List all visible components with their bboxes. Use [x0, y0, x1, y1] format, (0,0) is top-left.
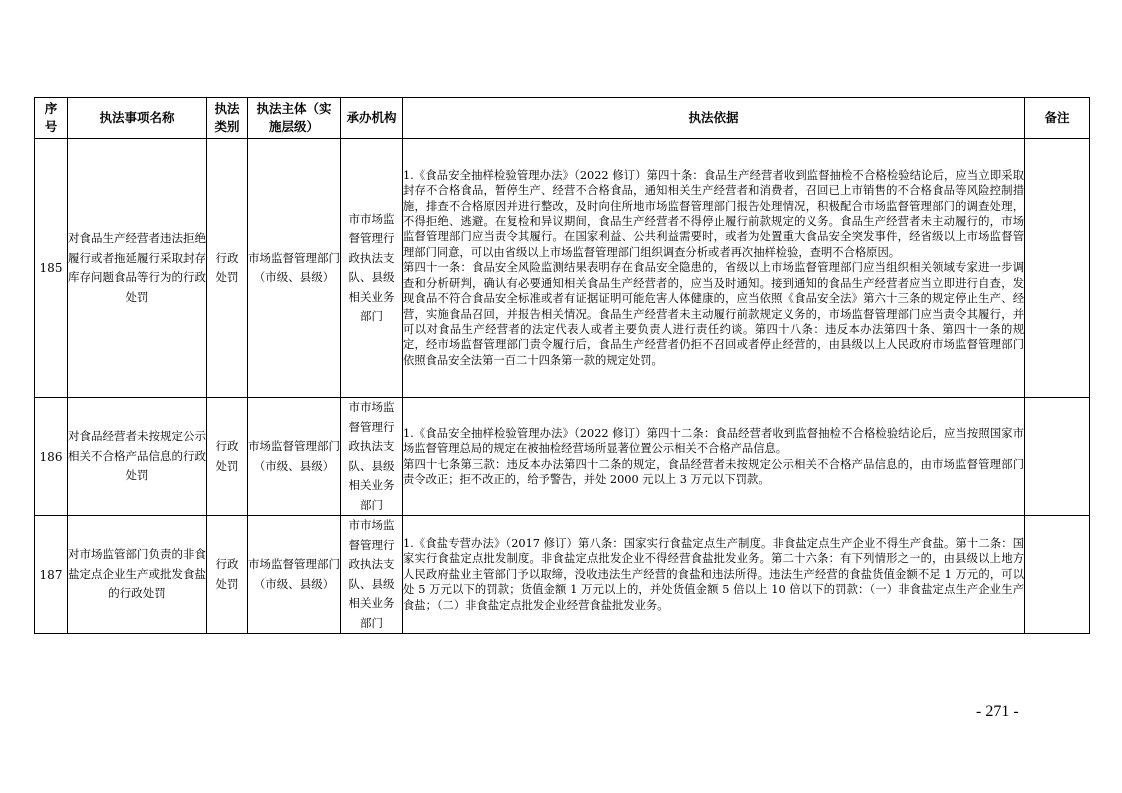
enforcement-item-name: 对市场监管部门负责的非食盐定点企业生产或批发食盐的行政处罚 [68, 516, 207, 634]
table-row [35, 516, 1090, 634]
header-name: 执法事项名称 [68, 98, 207, 139]
basis-paragraph: 1.《食品安全抽样检验管理办法》（2022 修订）第四十二条：食品经营者收到监督抽检不合格检验结论后，应当按照国家市场监督管理总局的规定在被抽检经营场所显著位置公示相关不合格产品信息。 [403, 426, 1024, 456]
table-row [35, 139, 1090, 398]
basis-paragraph: 第四十一条：食品安全风险监测结果表明存在食品安全隐患的，省级以上市场监督管理部门应当组织相关领域专家进一步调查和分析研判，确认有必要通知相关食品生产经营者的，应当及时通知。接到通知的食品生产经营者应当立即进行自查，发现食品不符合食品安全标准或者有证据证明可能危害人体健康的，应当依照《食品安全法》第六十三条的规定停止生产、经营，实施食品召回，并报告相关情况。食品生产经营者未主动履行前款规定义务的，市场监督管理部门应当责令其履行，并可以对食品生产经营者的法定代表人或者主要负责人进行责任约谈。第四十八条：违反本办法第四十条、第四十一条的规定，经市场监督管理部门责令履行后，食品生产经营者仍拒不召回或者停止经营的，由县级以上人民政府市场监督管理部门依照食品安全法第一百二十四条第一款的规定处罚。 [403, 261, 1024, 367]
header-row [35, 98, 1090, 139]
header-subject: 执法主体（实施层级） [248, 98, 341, 139]
remark-cell [1025, 398, 1090, 516]
enforcement-type: 行政处罚 [207, 516, 248, 634]
basis-paragraph: 1.《食品安全抽样检验管理办法》（2022 修订）第四十条：食品生产经营者收到监督抽检不合格检验结论后，应当立即采取封存不合格食品，暂停生产、经营不合格食品，通知相关生产经营者和消费者，召回已上市销售的不合格食品等风险控制措施，排查不合格原因并进行整改，及时向住所地市场监督管理部门报告处理情况，积极配合市场监督管理部门的调查处理，不得拒绝、逃避。在复检和异议期间，食品生产经营者不得停止履行前款规定的义务。食品生产经营者未主动履行的，市场监督管理部门应当责令其履行。在国家利益、公共利益需要时，或者为处置重大食品安全突发事件，经省级以上市场监督管理部门同意，可以由省级以上市场监督管理部门组织调查分析或者再次抽样检验，查明不合格原因。 [403, 168, 1024, 259]
row-number: 187 [35, 516, 68, 634]
header-org: 承办机构 [341, 98, 403, 139]
legal-basis [403, 516, 1025, 634]
remark-cell [1025, 516, 1090, 634]
handling-organization: 市市场监督管理行政执法支队、县级相关业务部门 [341, 516, 403, 634]
enforcement-subject: 市场监督管理部门（市级、县级） [248, 516, 341, 634]
legal-basis [403, 139, 1025, 398]
enforcement-type: 行政处罚 [207, 398, 248, 516]
page-number: - 271 - [976, 703, 1019, 720]
enforcement-type: 行政处罚 [207, 139, 248, 398]
header-basis: 执法依据 [403, 98, 1025, 139]
handling-organization: 市市场监督管理行政执法支队、县级相关业务部门 [341, 139, 403, 398]
enforcement-table [34, 97, 1090, 634]
basis-paragraph: 第四十七条第三款：违反本办法第四十二条的规定，食品经营者未按规定公示相关不合格产品信息的，由市场监督管理部门责令改正；拒不改正的，给予警告，并处 2000 元以上 3 万元以下罚款。 [403, 457, 1024, 486]
handling-organization: 市市场监督管理行政执法支队、县级相关业务部门 [341, 398, 403, 516]
header-no: 序号 [35, 98, 68, 139]
enforcement-subject: 市场监督管理部门（市级、县级） [248, 139, 341, 398]
basis-paragraph: 1.《食盐专营办法》（2017 修订）第八条：国家实行食盐定点生产制度。非食盐定点生产企业不得生产食盐。第十二条：国家实行食盐定点批发制度。非食盐定点批发企业不得经营食盐批发业务。第二十六条：有下列情形之一的，由县级以上地方人民政府盐业主管部门予以取缔，没收违法生产经营的食盐和违法所得。违法生产经营的食盐货值金额不足 1 万元的，可以处 5 万元以下的罚款；货值金额 1 万元以上的，并处货值金额 5 倍以上 10 倍以下的罚款：（一）非食盐定点生产企业生产食盐；（二）非食盐定点批发企业经营食盐批发业务。 [403, 536, 1024, 612]
remark-cell [1025, 139, 1090, 398]
row-number: 185 [35, 139, 68, 398]
header-note: 备注 [1025, 98, 1090, 139]
enforcement-item-name: 对食品生产经营者违法拒绝履行或者拖延履行采取封存库存问题食品等行为的行政处罚 [68, 139, 207, 398]
enforcement-subject: 市场监督管理部门（市级、县级） [248, 398, 341, 516]
header-type: 执法类别 [207, 98, 248, 139]
table-row [35, 398, 1090, 516]
enforcement-item-name: 对食品经营者未按规定公示相关不合格产品信息的行政处罚 [68, 398, 207, 516]
row-number: 186 [35, 398, 68, 516]
legal-basis [403, 398, 1025, 516]
